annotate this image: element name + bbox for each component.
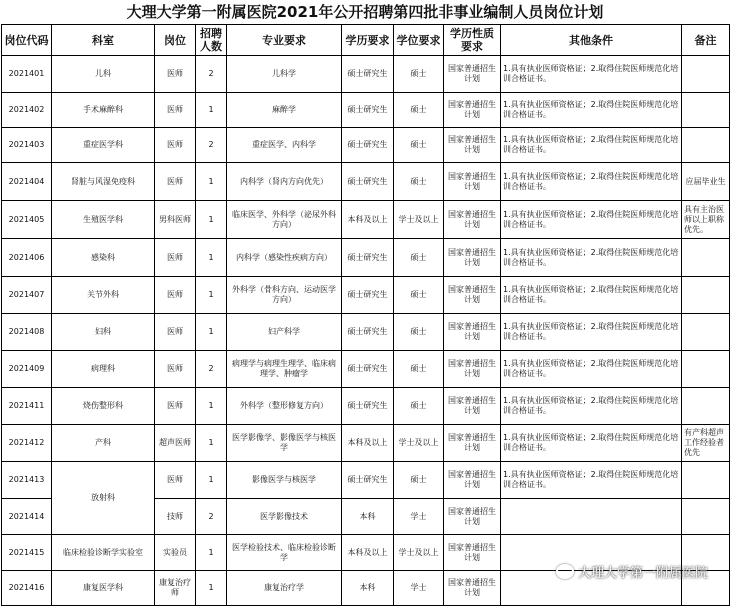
cell-degree: 学士及以上 — [394, 201, 444, 239]
cell-education-type: 国家普通招生计划 — [444, 163, 501, 201]
header-major: 专业要求 — [227, 25, 342, 56]
cell-code: 2021401 — [2, 56, 52, 93]
cell-major: 影像医学与核医学 — [227, 462, 342, 499]
cell-degree: 学士 — [394, 571, 444, 606]
cell-department: 生殖医学科 — [52, 201, 155, 239]
cell-position: 技师 — [155, 499, 196, 535]
cell-code: 2021402 — [2, 93, 52, 128]
table-row — [2, 128, 730, 163]
cell-code: 2021413 — [2, 462, 52, 499]
watermark-text: 大理大学第一附属医院 — [577, 566, 708, 581]
cell-education-type: 国家普通招生计划 — [444, 425, 501, 462]
cell-degree: 硕士 — [394, 163, 444, 201]
cell-department: 妇科 — [52, 314, 155, 351]
cell-code: 2021404 — [2, 163, 52, 201]
table-row — [2, 425, 730, 462]
cell-department: 儿科 — [52, 56, 155, 93]
cell-position: 医师 — [155, 388, 196, 425]
table-row — [2, 163, 730, 201]
cell-other-conditions: 1.具有执业医师资格证；2.取得住院医师规范化培训合格证书。 — [501, 314, 682, 351]
cell-education-type: 国家普通招生计划 — [444, 56, 501, 93]
cell-degree: 硕士 — [394, 277, 444, 314]
cell-position: 医师 — [155, 314, 196, 351]
cell-remarks: 具有主治医师以上职称优先。 — [682, 201, 730, 239]
cell-major: 医学影像学、影像医学与核医学 — [227, 425, 342, 462]
cell-education-type: 国家普通招生计划 — [444, 388, 501, 425]
cell-count: 2 — [196, 128, 227, 163]
cell-code: 2021408 — [2, 314, 52, 351]
wechat-icon — [556, 564, 574, 579]
cell-other-conditions: 1.具有执业医师资格证；2.取得住院医师规范化培训合格证书。 — [501, 201, 682, 239]
cell-degree: 硕士 — [394, 314, 444, 351]
cell-count: 2 — [196, 56, 227, 93]
cell-education: 硕士研究生 — [342, 239, 394, 277]
cell-position: 超声医师 — [155, 425, 196, 462]
cell-other-conditions: 1.具有执业医师资格证；2.取得住院医师规范化培训合格证书。 — [501, 56, 682, 93]
cell-education: 本科 — [342, 571, 394, 606]
cell-other-conditions: 1.具有执业医师资格证；2.取得住院医师规范化培训合格证书。 — [501, 462, 682, 499]
cell-count: 1 — [196, 314, 227, 351]
table-row — [2, 239, 730, 277]
cell-other-conditions: 1.具有执业医师资格证；2.取得住院医师规范化培训合格证书。 — [501, 351, 682, 388]
table-row — [2, 93, 730, 128]
cell-count: 2 — [196, 499, 227, 535]
cell-education-type: 国家普通招生计划 — [444, 128, 501, 163]
cell-other-conditions: 1.具有执业医师资格证；2.取得住院医师规范化培训合格证书。 — [501, 163, 682, 201]
cell-major: 妇产科学 — [227, 314, 342, 351]
cell-position: 医师 — [155, 56, 196, 93]
cell-degree: 硕士 — [394, 128, 444, 163]
header-row — [2, 25, 730, 56]
header-remarks: 备注 — [682, 25, 730, 56]
header-position: 岗位 — [155, 25, 196, 56]
cell-code: 2021414 — [2, 499, 52, 535]
cell-education: 本科及以上 — [342, 425, 394, 462]
cell-count: 1 — [196, 388, 227, 425]
header-other-conditions: 其他条件 — [501, 25, 682, 56]
cell-department: 重症医学科 — [52, 128, 155, 163]
cell-degree: 学士及以上 — [394, 425, 444, 462]
cell-education-type: 国家普通招生计划 — [444, 314, 501, 351]
header-education: 学历要求 — [342, 25, 394, 56]
cell-remarks — [682, 351, 730, 388]
cell-remarks: 有产科超声工作经验者优先 — [682, 425, 730, 462]
table-row — [2, 201, 730, 239]
cell-education-type: 国家普通招生计划 — [444, 351, 501, 388]
cell-other-conditions — [501, 499, 682, 535]
table-row — [2, 277, 730, 314]
cell-degree: 硕士 — [394, 239, 444, 277]
cell-education-type: 国家普通招生计划 — [444, 571, 501, 606]
header-department: 科室 — [52, 25, 155, 56]
cell-major: 重症医学、内科学 — [227, 128, 342, 163]
cell-count: 1 — [196, 277, 227, 314]
cell-education-type: 国家普通招生计划 — [444, 277, 501, 314]
cell-degree: 硕士 — [394, 388, 444, 425]
cell-education: 本科及以上 — [342, 535, 394, 571]
cell-position: 医师 — [155, 239, 196, 277]
cell-education: 硕士研究生 — [342, 56, 394, 93]
cell-remarks — [682, 462, 730, 499]
cell-major: 医学影像技术 — [227, 499, 342, 535]
cell-remarks — [682, 56, 730, 93]
cell-other-conditions: 1.具有执业医师资格证；2.取得住院医师规范化培训合格证书。 — [501, 277, 682, 314]
cell-count: 2 — [196, 351, 227, 388]
positions-table — [1, 24, 730, 606]
cell-count: 1 — [196, 93, 227, 128]
cell-education: 本科及以上 — [342, 201, 394, 239]
cell-code: 2021406 — [2, 239, 52, 277]
cell-other-conditions: 1.具有执业医师资格证；2.取得住院医师规范化培训合格证书。 — [501, 93, 682, 128]
cell-position: 医师 — [155, 128, 196, 163]
cell-code: 2021409 — [2, 351, 52, 388]
cell-position: 医师 — [155, 93, 196, 128]
cell-remarks — [682, 499, 730, 535]
cell-count: 1 — [196, 201, 227, 239]
cell-education: 硕士研究生 — [342, 93, 394, 128]
cell-code: 2021412 — [2, 425, 52, 462]
header-code: 岗位代码 — [2, 25, 52, 56]
cell-education-type: 国家普通招生计划 — [444, 201, 501, 239]
cell-degree: 硕士 — [394, 93, 444, 128]
cell-department: 烧伤整形科 — [52, 388, 155, 425]
cell-count: 1 — [196, 239, 227, 277]
cell-other-conditions: 1.具有执业医师资格证；2.取得住院医师规范化培训合格证书。 — [501, 425, 682, 462]
table-row — [2, 314, 730, 351]
cell-major: 外科学（骨科方向、运动医学方向） — [227, 277, 342, 314]
cell-code: 2021407 — [2, 277, 52, 314]
cell-code: 2021405 — [2, 201, 52, 239]
cell-code: 2021415 — [2, 535, 52, 571]
cell-count: 1 — [196, 571, 227, 606]
cell-code: 2021416 — [2, 571, 52, 606]
cell-education: 硕士研究生 — [342, 388, 394, 425]
header-count: 招聘人数 — [196, 25, 227, 56]
cell-count: 1 — [196, 462, 227, 499]
cell-department: 感染科 — [52, 239, 155, 277]
header-degree: 学位要求 — [394, 25, 444, 56]
cell-education: 硕士研究生 — [342, 314, 394, 351]
cell-education: 硕士研究生 — [342, 462, 394, 499]
cell-count: 1 — [196, 425, 227, 462]
cell-degree: 学士及以上 — [394, 535, 444, 571]
cell-education: 硕士研究生 — [342, 163, 394, 201]
cell-degree: 硕士 — [394, 462, 444, 499]
cell-code: 2021411 — [2, 388, 52, 425]
cell-education-type: 国家普通招生计划 — [444, 462, 501, 499]
cell-major: 内科学（感染性疾病方向） — [227, 239, 342, 277]
cell-remarks — [682, 239, 730, 277]
table-row — [2, 56, 730, 93]
cell-count: 1 — [196, 163, 227, 201]
cell-degree: 硕士 — [394, 56, 444, 93]
cell-position: 医师 — [155, 351, 196, 388]
cell-degree: 硕士 — [394, 351, 444, 388]
cell-department: 肾脏与风湿免疫科 — [52, 163, 155, 201]
cell-position: 康复治疗师 — [155, 571, 196, 606]
cell-department: 手术麻醉科 — [52, 93, 155, 128]
cell-position: 实验员 — [155, 535, 196, 571]
table-row — [2, 462, 730, 499]
cell-department: 放射科 — [52, 462, 155, 535]
cell-major: 临床医学、外科学（泌尿外科方向） — [227, 201, 342, 239]
cell-department: 产科 — [52, 425, 155, 462]
cell-other-conditions: 1.具有执业医师资格证；2.取得住院医师规范化培训合格证书。 — [501, 128, 682, 163]
cell-position: 医师 — [155, 462, 196, 499]
table-row — [2, 351, 730, 388]
cell-degree: 学士 — [394, 499, 444, 535]
cell-code: 2021403 — [2, 128, 52, 163]
cell-position: 男科医师 — [155, 201, 196, 239]
cell-other-conditions: 1.具有执业医师资格证；2.取得住院医师规范化培训合格证书。 — [501, 239, 682, 277]
cell-department: 病理科 — [52, 351, 155, 388]
cell-position: 医师 — [155, 277, 196, 314]
cell-remarks: 应届毕业生 — [682, 163, 730, 201]
watermark — [556, 562, 708, 581]
table-row — [2, 388, 730, 425]
cell-major: 内科学（肾内方向优先） — [227, 163, 342, 201]
cell-education-type: 国家普通招生计划 — [444, 239, 501, 277]
header-education-type: 学历性质要求 — [444, 25, 501, 56]
page-title: 大理大学第一附属医院2021年公开招聘第四批非事业编制人员岗位计划 — [126, 3, 604, 21]
cell-education: 硕士研究生 — [342, 351, 394, 388]
cell-education: 本科 — [342, 499, 394, 535]
cell-department: 关节外科 — [52, 277, 155, 314]
cell-major: 病理学与病理生理学、临床病理学、肿瘤学 — [227, 351, 342, 388]
cell-remarks — [682, 388, 730, 425]
cell-remarks — [682, 93, 730, 128]
cell-major: 康复治疗学 — [227, 571, 342, 606]
cell-major: 外科学（整形修复方向） — [227, 388, 342, 425]
cell-education: 硕士研究生 — [342, 128, 394, 163]
cell-department: 临床检验诊断学实验室 — [52, 535, 155, 571]
cell-department: 康复医学科 — [52, 571, 155, 606]
cell-other-conditions: 1.具有执业医师资格证；2.取得住院医师规范化培训合格证书。 — [501, 388, 682, 425]
cell-major: 麻醉学 — [227, 93, 342, 128]
cell-remarks — [682, 314, 730, 351]
cell-count: 1 — [196, 535, 227, 571]
cell-remarks — [682, 277, 730, 314]
cell-education-type: 国家普通招生计划 — [444, 535, 501, 571]
cell-position: 医师 — [155, 163, 196, 201]
cell-major: 医学检验技术、临床检验诊断学 — [227, 535, 342, 571]
cell-remarks — [682, 128, 730, 163]
cell-education: 硕士研究生 — [342, 277, 394, 314]
cell-education-type: 国家普通招生计划 — [444, 93, 501, 128]
cell-major: 儿科学 — [227, 56, 342, 93]
cell-education-type: 国家普通招生计划 — [444, 499, 501, 535]
